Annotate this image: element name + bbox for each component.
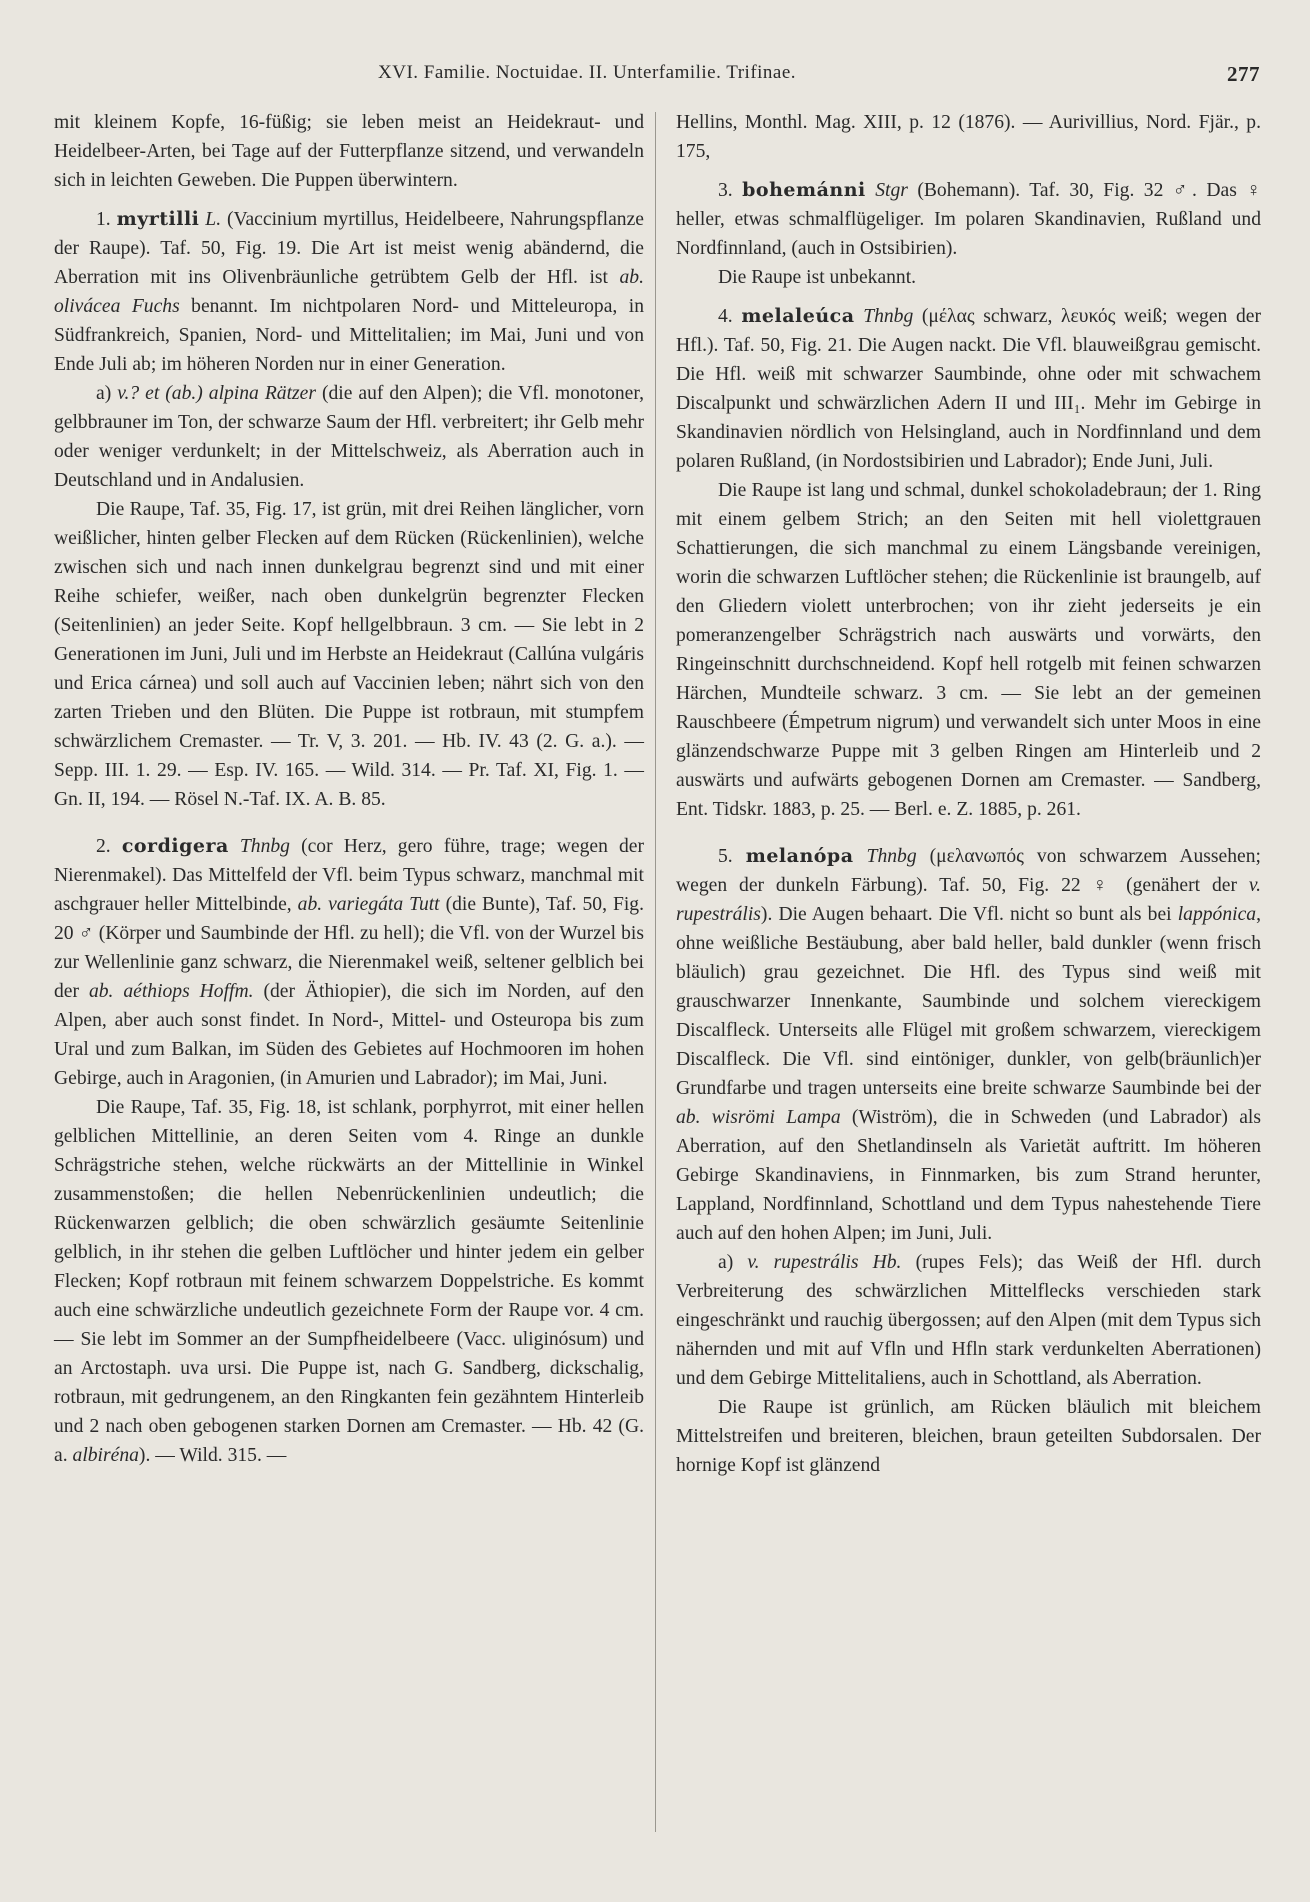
species-entry: 3. bohemánni Stgr (Bohemann). Taf. 30, Fig. 32 ♂. Das ♀ heller, etwas schmalflügeliger. Im polaren Skandinavien, Rußland und Nordfinnland, (auch in Ostsibirien).	[676, 179, 1261, 259]
species-entry: 1. myrtilli L. (Vaccinium myrtillus, Heidelbeere, Nahrungspflanze der Raupe). Taf. 50, Fig. 19. Die Art ist meist wenig abändernd, die Aberration mit ins Olivenbräunliche getrübtem Gelb der Hfl. ist ab. olivácea Fuchs benannt. Im nichtpolaren Nord- und Mitteleuropa, in Südfrankreich, Spanien, Nord- und Mittelitalien; im Mai, Juni und von Ende Juli ab; im höheren Norden nur in einer Generation.	[54, 208, 644, 375]
paragraph: Die Raupe ist lang und schmal, dunkel schokoladebraun; der 1. Ring mit einem gelbem Strich; an den Seiten mit hell violettgrauen Schattierungen, die sich manchmal zu einem Längsbande vereinigen, worin die schwarzen Luftlöcher stehen; die Rückenlinie ist braungelb, auf den Gliedern violett unterbrochen; von ihr zieht jederseits je ein pomeranzengelber Schrägstrich nach auswärts und vorwärts, den Ringeinschnitt durchschneidend. Kopf hell rotgelb mit feinen schwarzen Härchen, Mundteile schwarz. 3 cm. — Sie lebt an der gemeinen Rauschbeere (Émpetrum nigrum) und verwandelt sich unter Moos in eine glänzendschwarze Puppe mit 3 gelben Ringen am Hinterleib und 2 auswärts und aufwärts gebogenen Dornen am Cremaster. — Sandberg, Ent. Tidskr. 1883, p. 25. — Berl. e. Z. 1885, p. 261.	[676, 480, 1261, 820]
species-entry: 2. cordigera Thnbg (cor Herz, gero führe, trage; wegen der Nierenmakel). Das Mittelfeld der Vfl. beim Typus schwarz, manchmal mit aschgrauer heller Mittelbinde, ab. variegáta Tutt (die Bunte), Taf. 50, Fig. 20 ♂ (Körper und Saumbinde der Hfl. zu hell); die Vfl. von der Wurzel bis zur Wellenlinie ganz schwarz, die Nierenmakel weiß, seltener gelblich bei der ab. aéthiops Hoffm. (der Äthiopier), die sich im Norden, auf den Alpen, aber auch sonst findet. In Nord-, Mittel- und Osteuropa bis zum Ural und zum Balkan, im Süden des Gebietes auf Hochmooren im hohen Gebirge, auch in Aragonien, (in Amurien und Labrador); im Mai, Juni.	[54, 835, 644, 1089]
species-name: bohemánni	[742, 179, 866, 201]
species-name: cordigera	[121, 835, 229, 857]
paragraph: Hellins, Monthl. Mag. XIII, p. 12 (1876). — Aurivillius, Nord. Fjär., p. 175,	[676, 112, 1261, 162]
right-column	[676, 108, 1261, 1480]
species-name: melaleúca	[741, 305, 855, 327]
variety-entry: a) v.? et (ab.) alpina Rätzer (die auf den Alpen); die Vfl. monotoner, gelbbrauner im Ton, der schwarze Saum der Hfl. verbreitert; ihr Gelb mehr oder weniger verdunkelt; in der Mittelschweiz, als Aberration auch in Deutschland und in Andalusien.	[54, 383, 644, 491]
variety-entry: a) v. rupestrális Hb. (rupes Fels); das Weiß der Hfl. durch Verbreiterung des schwärzlichen Mittelflecks verschieden stark eingeschränkt und rauchig übergossen; auf den Alpen (mit dem Typus sich nähernden und mit auf Vfln und Hfln stark verdunkelten Aberrationen) und dem Gebirge Mittelitaliens, auch in Schottland, als Aberration.	[676, 1252, 1262, 1389]
left-column	[54, 108, 644, 1470]
column-divider	[655, 112, 656, 1832]
paragraph: Die Raupe, Taf. 35, Fig. 18, ist schlank, porphyrrot, mit einer hellen gelblichen Mittellinie, an deren Seiten vom 4. Ringe an dunkle Schrägstriche stehen, welche rückwärts an der Mittellinie in Winkel zusammenstoßen; die hellen Nebenrückenlinien undeutlich; die Rückenwarzen gelblich; die oben schwärzlich gesäumte Seitenlinie gelblich, in ihr stehen die gelben Luftlöcher und hinter jedem ein gelber Flecken; Kopf rotbraun mit feinem schwarzem Doppelstriche. Es kommt auch eine schwärzliche undeutlich gezeichnete Form der Raupe vor. 4 cm. — Sie lebt im Sommer an der Sumpfheidelbeere (Vacc. uliginósum) und an Arctostaph. uva ursi. Die Puppe ist, nach G. Sandberg, dickschalig, rotbraun, mit gedrungenem, an den Ringkanten fein gezähntem Hinterleib und 2 nach oben gebogenen starken Dornen am Cremaster. — Hb. 42 (G. a. albiréna). — Wild. 315. —	[54, 1097, 644, 1466]
paragraph: mit kleinem Kopfe, 16-füßig; sie leben meist an Heidekraut- und Heidelbeer-Arten, bei Tage auf der Futterpflanze sitzend, und verwandeln sich in leichten Geweben. Die Puppen überwintern.	[54, 112, 644, 191]
paragraph: Die Raupe ist unbekannt.	[718, 267, 917, 288]
species-entry: 4. melaleúca Thnbg (μέλας schwarz, λευκός weiß; wegen der Hfl.). Taf. 50, Fig. 21. Die Augen nackt. Die Vfl. blauweißgrau gemischt. Die Hfl. weiß mit schwarzer Saumbinde, ohne oder mit schwachem Discalpunkt und schwärzlichen Adern II und III₁. Mehr im Gebirge in Skandinavien nördlich von Helsingland, auch in Nordfinnland und dem polaren Rußland, (in Nordostsibirien und Labrador); Ende Juni, Juli.	[676, 305, 1261, 472]
paragraph: Die Raupe ist grünlich, am Rücken bläulich mit bleichem Mittelstreifen und breiteren, bleichen, braun geteilten Subdorsalen. Der hornige Kopf ist glänzend	[676, 1397, 1261, 1476]
page-number: 277	[1227, 62, 1260, 86]
running-header	[0, 58, 1310, 90]
species-name: melanópa	[745, 845, 854, 867]
species-entry: 5. melanópa Thnbg (μελανωπός von schwarzem Aussehen; wegen der dunkeln Färbung). Taf. 50, Fig. 22 ♀ (genähert der v. rupestrális). Die Augen behaart. Die Vfl. nicht so bunt als bei lappónica, ohne weißliche Bestäubung, aber bald heller, bald dunkler (wenn frisch bläulich) grau gezeichnet. Die Hfl. des Typus sind weiß mit grauschwarzer Innenkante, Saumbinde und solchem viereckigem Discalfleck. Unterseits alle Flügel mit großem schwarzem, viereckigem Discalfleck. Die Vfl. sind eintöniger, dunkler, von gelb(bräunlich)er Grundfarbe und tragen unterseits eine breite schwarze Saumbinde bei der ab. wisrömi Lampa (Wiström), die in Schweden (und Labrador) als Aberration, auf den Shetlandinseln als Varietät auftritt. Im höheren Gebirge Skandinaviens, in Finnmarken, bis zum Strand herunter, Lappland, Nordfinnland, Schottland und dem Typus nahestehende Tiere auch auf den hohen Alpen; im Juni, Juli.	[676, 845, 1262, 1244]
paragraph: Die Raupe, Taf. 35, Fig. 17, ist grün, mit drei Reihen länglicher, vorn weißlicher, hinten gelber Flecken auf dem Rücken (Rückenlinien), welche zwischen sich und nach innen dunkelgrau begrenzt sind und mit einer Reihe schiefer, weißer, nach oben dunkelgrün begrenzter Flecken (Seitenlinien) an jeder Seite. Kopf hellgelbbraun. 3 cm. — Sie lebt in 2 Generationen im Juni, Juli und im Herbste an Heidekraut (Callúna vulgáris und Erica cárnea) und soll auch auf Vaccinien leben; nährt sich von den zarten Trieben und den Blüten. Die Puppe ist rotbraun, mit stumpfem schwärzlichem Cremaster. — Tr. V, 3. 201. — Hb. IV. 43 (2. G. a.). — Sepp. III. 1. 29. — Esp. IV. 165. — Wild. 314. — Pr. Taf. XI, Fig. 1. — Gn. II, 194. — Rösel N.-Taf. IX. A. B. 85.	[54, 499, 644, 810]
header-title: XVI. Familie. Noctuidae. II. Unterfamilie. Trifinae.	[378, 62, 797, 83]
species-name: myrtilli	[116, 208, 200, 230]
